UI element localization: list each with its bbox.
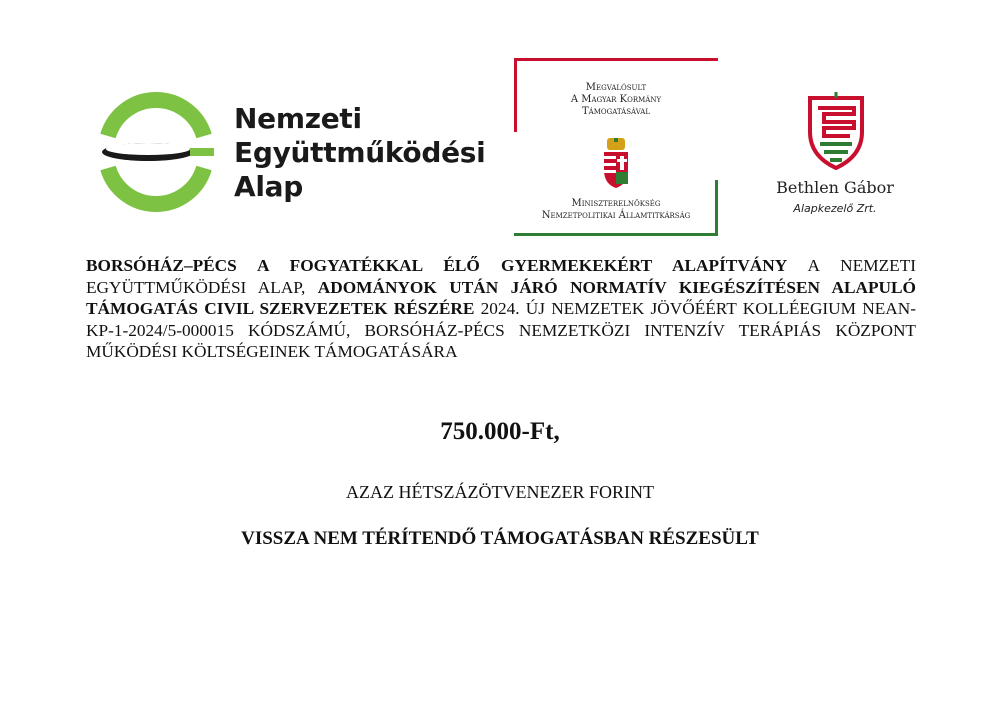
nea-line-2: Együttműködési (234, 136, 486, 169)
caption-line: A Magyar Kormány (570, 94, 662, 105)
nea-logo (96, 92, 496, 212)
grant-description (86, 255, 916, 363)
funder-text: A NEMZETI EGYÜTTMŰKÖDÉSI ALAP, (86, 256, 917, 297)
green-border-bottom (514, 233, 718, 236)
nea-line-3: Alap (234, 170, 304, 203)
government-caption-bottom (514, 198, 718, 222)
caption-line: Megvalósult (585, 82, 647, 93)
bethlen-name: Bethlen Gábor (776, 178, 894, 197)
bethlen-gabor-logo (760, 92, 910, 222)
bethlen-subtitle: Alapkezelő Zrt. (793, 202, 877, 215)
nea-emblem-icon (96, 92, 216, 212)
nea-wordmark (234, 102, 485, 204)
program-name: ADOMÁNYOK UTÁN JÁRÓ NORMATÍV KIEGÉSZÍTÉSEN ALAPULÓ TÁMOGATÁS CIVIL SZERVEZETEK RÉSZÉRE (86, 277, 916, 318)
beneficiary-name: BORSÓHÁZ–PÉCS A FOGYATÉKKAL ÉLŐ GYERMEKEKÉRT ALAPÍTVÁNY (86, 256, 788, 275)
grant-amount-words: AZAZ HÉTSZÁZÖTVENEZER FORINT (346, 482, 654, 502)
government-support-logo (514, 58, 718, 236)
nea-line-1: Nemzeti (234, 102, 362, 135)
government-caption-top (514, 82, 718, 118)
grant-amount: 750.000-Ft, (440, 418, 560, 445)
caption-line: Nemzetpolitikai Államtitkárság (541, 210, 691, 221)
bethlen-shield-icon (806, 92, 866, 170)
caption-line: Támogatásával (581, 106, 651, 117)
grant-statement: VISSZA NEM TÉRÍTENDŐ TÁMOGATÁSBAN RÉSZESÜLT (241, 528, 759, 549)
project-details: 2024. ÚJ NEMZETEK JÖVŐÉÉRT KOLLÉEGIUM NEAN-KP-1-2024/5-000015 KÓDSZÁMÚ, BORSÓHÁZ-PÉCS NEMZETKÖZI INTENZÍV TERÁPIÁS KÖZPONT MŰKÖDÉSI KÖLTSÉGEINEK TÁMOGATÁSÁRA (86, 299, 916, 361)
hungarian-coat-of-arms-icon (601, 138, 631, 188)
caption-line: Miniszterelnökség (571, 198, 661, 209)
red-border-top (514, 58, 718, 61)
